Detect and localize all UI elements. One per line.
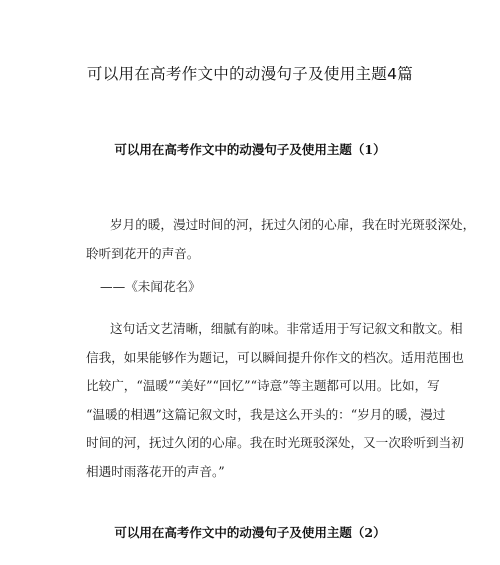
commentary-line: 时间的河，抚过久闭的心扉。我在时光斑驳深处，又一次聆听到当初 [86, 435, 464, 451]
anime-quote-paragraph [86, 211, 476, 268]
document-title: 可以用在高考作文中的动漫句子及使用主题4篇 [86, 65, 414, 83]
quote-line: 岁月的暖，漫过时间的河，抚过久闭的心扉，我在时光斑驳深处， [110, 217, 476, 232]
quote-source: ——《未闻花名》 [100, 279, 201, 294]
section-2-heading: 可以用在高考作文中的动漫句子及使用主题（2） [114, 525, 386, 540]
section-1-heading: 可以用在高考作文中的动漫句子及使用主题（1） [114, 142, 386, 157]
quote-line: 聆听到花开的声音。 [86, 245, 200, 261]
commentary-paragraph [86, 315, 464, 487]
commentary-line: 信我，如果能够作为题记，可以瞬间提升你作文的档次。适用范围也 [86, 349, 464, 365]
commentary-line: 相遇时雨落花开的声音。” [86, 463, 225, 479]
commentary-line: 比较广，“温暖”“美好”“回忆”“诗意”等主题都可以用。比如，写 [86, 378, 440, 394]
commentary-line: “温暖的相遇”这篇记叙文时，我是这么开头的：“岁月的暖，漫过 [86, 406, 446, 422]
commentary-line: 这句话文艺清晰，细腻有韵味。非常适用于写记叙文和散文。相 [110, 321, 463, 336]
